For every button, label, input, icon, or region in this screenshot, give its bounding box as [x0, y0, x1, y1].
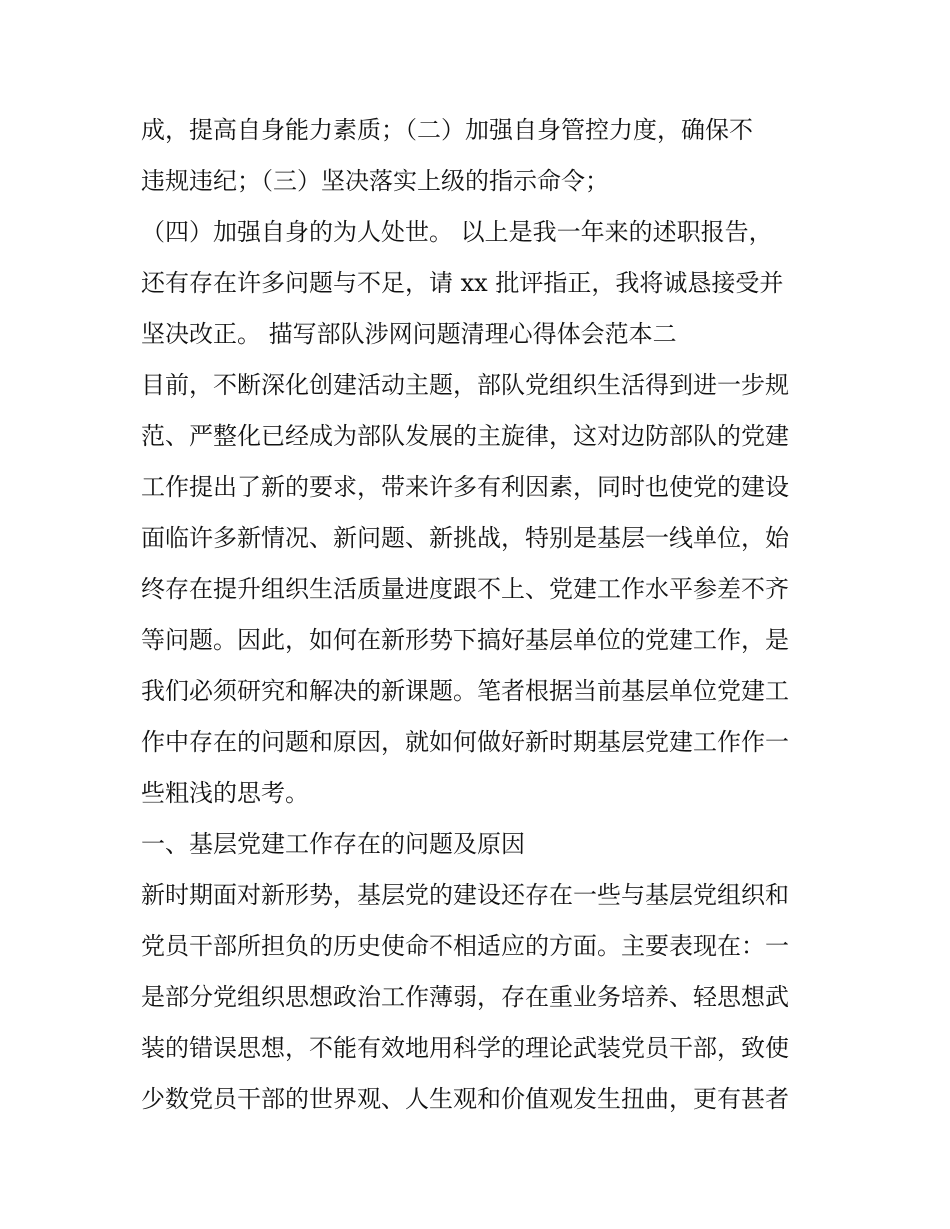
text-line: 是部分党组织思想政治工作薄弱，存在重业务培养、轻思想武: [141, 983, 789, 1011]
text-line: 目前，不断深化创建活动主题，部队党组织生活得到进一步规: [141, 371, 789, 399]
text-line: 面临许多新情况、新问题、新挑战，特别是基层一线单位，始: [141, 524, 789, 552]
section-heading: 一、基层党建工作存在的问题及原因: [141, 830, 525, 858]
text-line: 还有存在许多问题与不足，请 xx 批评指正，我将诚恳接受并: [141, 269, 784, 297]
body-text: [141, 105, 821, 1125]
text-line: 成，提高自身能力素质；（二）加强自身管控力度，确保不: [141, 116, 753, 144]
text-line: 违规违纪；（三）坚决落实上级的指示命令；: [141, 167, 609, 195]
text-line: 范、严整化已经成为部队发展的主旋律，这对边防部队的党建: [141, 422, 789, 450]
text-line: 些粗浅的思考。: [141, 779, 309, 807]
text-line: 新时期面对新形势，基层党的建设还存在一些与基层党组织和: [141, 881, 789, 909]
text-line: 装的错误思想，不能有效地用科学的理论武装党员干部，致使: [141, 1034, 789, 1062]
text-line: （四）加强自身的为人处世。 以上是我一年来的述职报告，: [141, 218, 773, 246]
text-line: 我们必须研究和解决的新课题。笔者根据当前基层单位党建工: [141, 677, 789, 705]
text-line: 作中存在的问题和原因，就如何做好新时期基层党建工作作一: [141, 728, 789, 756]
text-line: 党员干部所担负的历史使命不相适应的方面。主要表现在：一: [141, 932, 789, 960]
text-line: 少数党员干部的世界观、人生观和价值观发生扭曲，更有甚者: [141, 1085, 789, 1113]
text-line: 等问题。因此，如何在新形势下搞好基层单位的党建工作，是: [141, 626, 789, 654]
text-line: 坚决改正。 描写部队涉网问题清理心得体会范本二: [141, 320, 677, 348]
text-line: 工作提出了新的要求，带来许多有利因素，同时也使党的建设: [141, 473, 789, 501]
text-line: 终存在提升组织生活质量进度跟不上、党建工作水平参差不齐: [141, 575, 789, 603]
